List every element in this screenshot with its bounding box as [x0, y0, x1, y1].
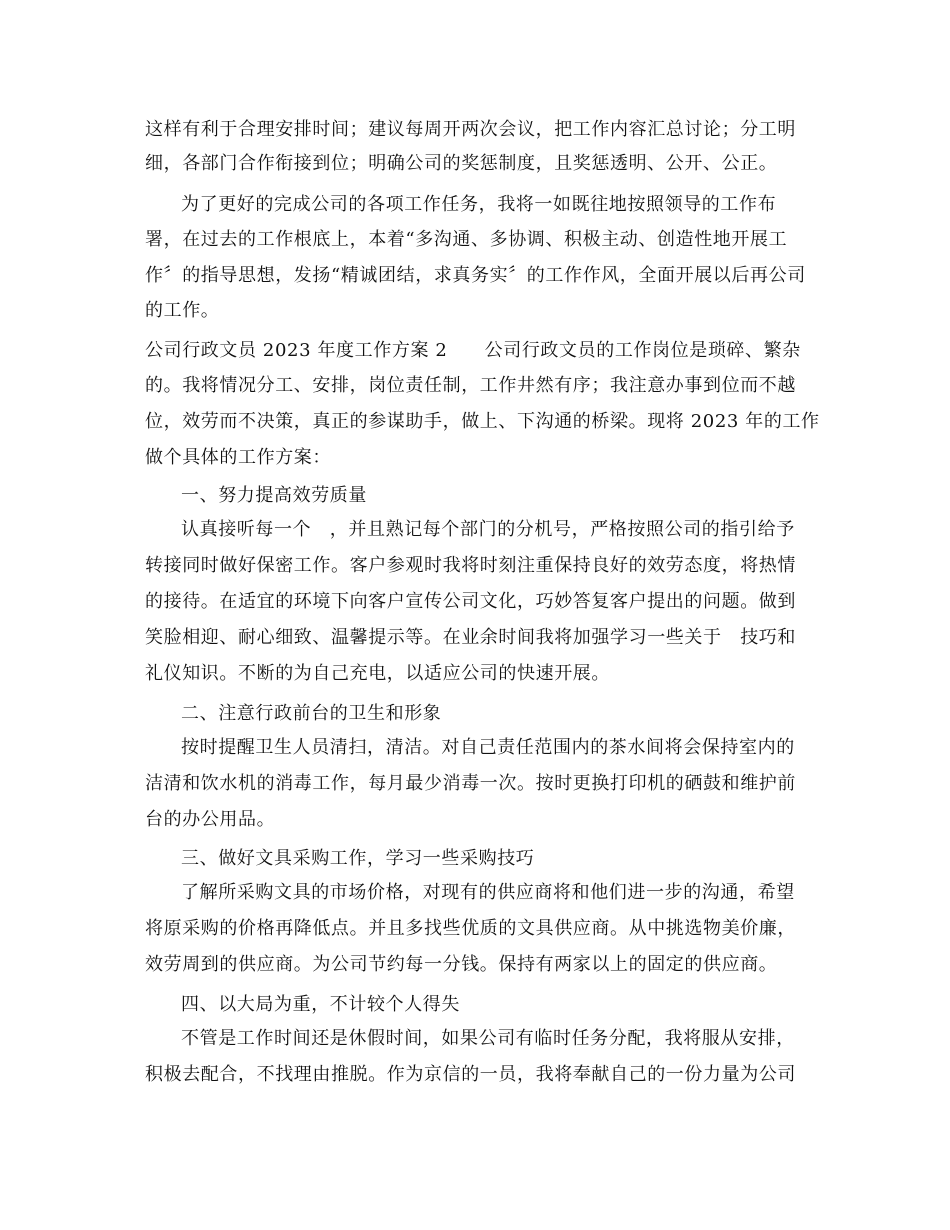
text-line: 转接同时做好保密工作。客户参观时我将时刻注重保持良好的效劳态度，将热情 — [145, 555, 796, 576]
section-heading: 一、努力提高效劳质量 — [181, 485, 367, 506]
text-line: 积极去配合，不找理由推脱。作为京信的一员，我将奉献自己的一份力量为公司 — [145, 1064, 796, 1085]
text-line: 的工作。 — [145, 300, 220, 321]
text-line: 公司行政文员 2023 年度工作方案 2 公司行政文员的工作岗位是琐碎、繁杂 — [145, 340, 801, 361]
text-line: 台的办公用品。 — [145, 809, 276, 830]
section-heading: 三、做好文具采购工作，学习一些采购技巧 — [181, 848, 535, 869]
section-heading: 二、注意行政前台的卫生和形象 — [181, 703, 442, 724]
text-line: 笑脸相迎、耐心细致、温馨提示等。在业余时间我将加强学习一些关于 技巧和 — [145, 627, 796, 648]
text-line: 不管是工作时间还是休假时间，如果公司有临时任务分配，我将服从安排， — [181, 1028, 795, 1049]
text-line: 细，各部门合作衔接到位；明确公司的奖惩制度，且奖惩透明、公开、公正。 — [145, 153, 778, 174]
text-line: 效劳周到的供应商。为公司节约每一分钱。保持有两家以上的固定的供应商。 — [145, 954, 778, 975]
section-heading: 四、以大局为重，不计较个人得失 — [181, 994, 460, 1015]
text-line: 为了更好的完成公司的各项工作任务，我将一如既往地按照领导的工作布 — [181, 194, 777, 215]
text-line: 这样有利于合理安排时间；建议每周开两次会议，把工作内容汇总讨论；分工明 — [145, 119, 796, 140]
text-line: 位，效劳而不决策，真正的参谋助手，做上、下沟通的桥梁。现将 2023 年的工作 — [145, 411, 820, 432]
text-line: 洁清和饮水机的消毒工作，每月最少消毒一次。按时更换打印机的硒鼓和维护前 — [145, 773, 796, 794]
text-line: 将原采购的价格再降低点。并且多找些优质的文具供应商。从中挑选物美价廉， — [145, 918, 796, 939]
text-line: 的接待。在适宜的环境下向客户宣传公司文化，巧妙答复客户提出的问题。做到 — [145, 591, 796, 612]
text-line: 礼仪知识。不断的为自己充电，以适应公司的快速开展。 — [145, 663, 610, 684]
text-line: 做个具体的工作方案： — [145, 447, 331, 468]
text-line: 认真接听每一个 ，并且熟记每个部门的分机号，严格按照公司的指引给予 — [181, 519, 795, 540]
text-line: 按时提醒卫生人员清扫，清洁。对自己责任范围内的茶水间将会保持室内的 — [181, 737, 795, 758]
text-line: 的。我将情况分工、安排，岗位责任制，工作井然有序；我注意办事到位而不越 — [145, 375, 796, 396]
text-line: 了解所采购文具的市场价格，对现有的供应商将和他们进一步的沟通，希望 — [181, 882, 795, 903]
text-line: 作〞的指导思想，发扬“精诚团结，求真务实〞的工作作风，全面开展以后再公司 — [145, 265, 806, 286]
text-line: 署，在过去的工作根底上，本着“多沟通、多协调、积极主动、创造性地开展工 — [145, 229, 788, 250]
